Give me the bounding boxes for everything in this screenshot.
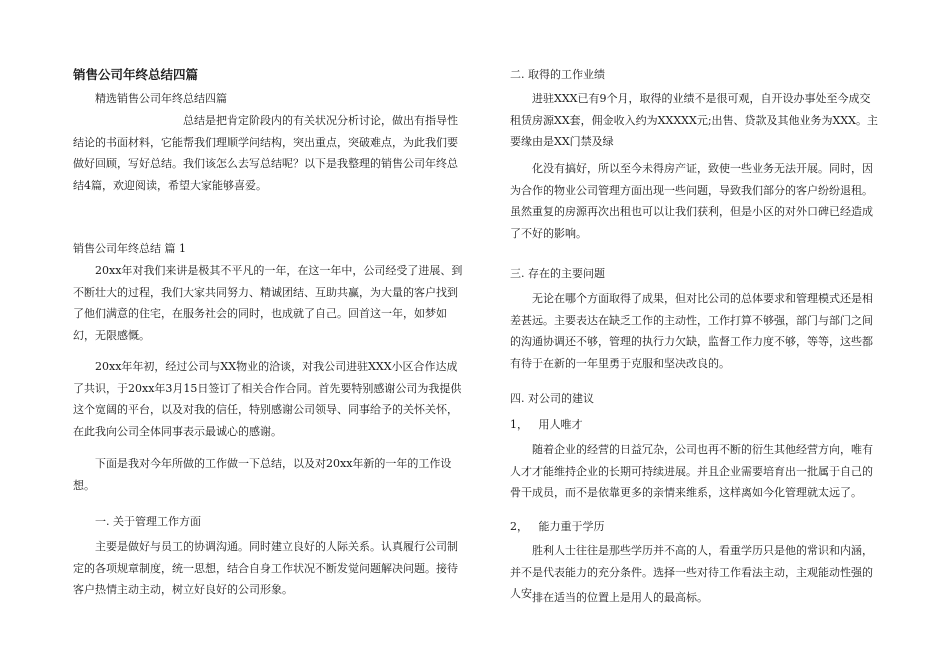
section-heading-3: 三. 存在的主要问题 [510, 267, 605, 280]
section-heading-4: 四. 对公司的建议 [510, 392, 594, 405]
subheading-2: 2， 能力重于学历 [510, 520, 605, 533]
paragraph-10: 排在适当的位置上是用人的最高标。 [532, 591, 708, 604]
paragraph-4: 主要是做好与员工的协调沟通。同时建立良好的人际关系。认真履行公司制定的各项规章制度，统一思想，结合自身工作状况不断发觉问题解决问题。接待客户热情主动主动，树立好良好的公司形象。 [73, 540, 458, 596]
document-subtitle: 精选销售公司年终总结四篇 [95, 92, 227, 105]
paragraph-5: 进驻XXX已有9个月，取得的业绩不是很可观，自开设办事处至今成交租赁房源XX套，佣金收入约为XXXXX元;出售、贷款及其他业务为XXX。主要缘由是XX门禁及绿 [510, 92, 879, 148]
section-heading-2: 二. 取得的工作业绩 [510, 68, 605, 81]
paragraph-2: 20xx年年初，经过公司与XX物业的洽谈，对我公司进驻XXX小区合作达成了共识，于20xx年3月15日签订了相关合作合同。首先要特别感谢公司为我提供这个宽阔的平台，以及对我的信任，特别感谢公司领导、同事给予的关怀关怀，在此我向公司全体同事表示最诚心的感谢。 [73, 360, 462, 438]
section-heading-1: 一. 关于管理工作方面 [95, 515, 201, 528]
chapter-heading: 销售公司年终总结 篇 1 [73, 242, 186, 255]
paragraph-6: 化没有搞好，所以至今未得房产证，致使一些业务无法开展。同时，因为合作的物业公司管理方面出现一些问题，导致我们部分的客户纷纷退租。虽然重复的房源再次出租也可以让我们获利，但是小区的对外口碑已经造成了不好的影响。 [510, 162, 873, 240]
document-title: 销售公司年终总结四篇 [73, 67, 199, 82]
paragraph-8: 随着企业的经营的日益冗杂，公司也再不断的衍生其他经营方向，唯有人才才能维持企业的长期可持续进展。并且企业需要培育出一批属于自己的骨干成员，而不是依靠更多的亲情来维系，这样离如今化管理就太远了。 [510, 443, 873, 499]
paragraph-9: 胜利人士往往是那些学历并不高的人，看重学历只是他的常识和内涵，并不是代表能力的充分条件。选择一些对待工作看法主动，主观能动性强的人安 [510, 544, 873, 600]
paragraph-3: 下面是我对今年所做的工作做一下总结，以及对20xx年新的一年的工作设想。 [73, 457, 452, 492]
paragraph-7: 无论在哪个方面取得了成果，但对比公司的总体要求和管理模式还是相差甚远。主要表达在缺乏工作的主动性，工作打算不够强，部门与部门之间的沟通协调还不够，管理的执行力欠缺，监督工作力度不够，等等，这些都有待于在新的一年里勇于克服和坚决改良的。 [510, 292, 873, 370]
paragraph-1: 20xx年对我们来讲是极其不平凡的一年，在这一年中，公司经受了进展、到不断壮大的过程，我们大家共同努力、精诚团结、互助共赢，为大量的客户找到了他们满意的住宅，在服务社会的同时，也成就了自己。回首这一年，如梦如幻，无限感慨。 [73, 264, 463, 342]
subheading-1: 1， 用人唯才 [510, 418, 583, 431]
intro-paragraph: 总结是把肯定阶段内的有关状况分析讨论，做出有指导性结论的书面材料，它能帮我们理顺学问结构，突出重点，突破难点，为此我们要做好回顾，写好总结。我们该怎么去写总结呢？以下是我整理的销售公司年终总结4篇，欢迎阅读，希望大家能够喜爱。 [73, 114, 458, 192]
